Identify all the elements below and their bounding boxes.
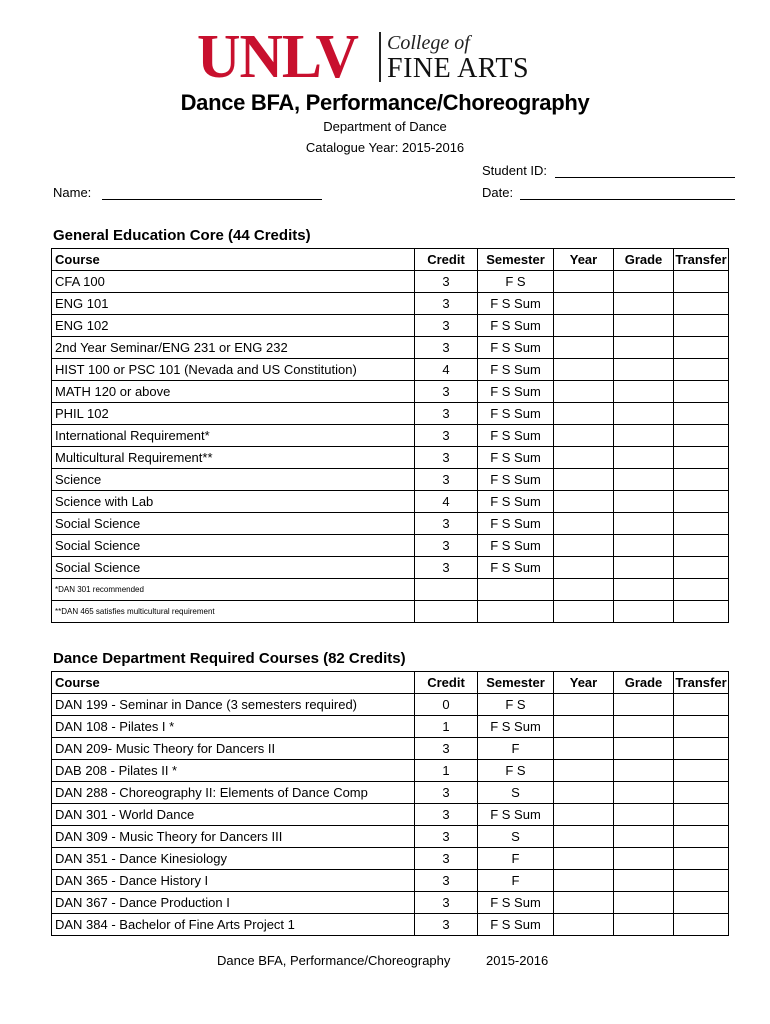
course-cell: DAN 351 - Dance Kinesiology [52, 848, 415, 870]
credit-cell: 3 [415, 293, 478, 315]
footnote-text: *DAN 301 recommended [52, 579, 415, 601]
semester-cell: F S Sum [478, 716, 554, 738]
grade-cell[interactable] [614, 892, 674, 914]
credit-cell: 3 [415, 826, 478, 848]
grade-cell[interactable] [614, 337, 674, 359]
year-cell[interactable] [554, 535, 614, 557]
year-cell[interactable] [554, 826, 614, 848]
transfer-cell[interactable] [674, 491, 729, 513]
grade-cell[interactable] [614, 738, 674, 760]
table-row [52, 892, 729, 914]
course-cell: DAN 209- Music Theory for Dancers II [52, 738, 415, 760]
credit-cell: 3 [415, 738, 478, 760]
name-field[interactable] [102, 199, 322, 200]
table-row [52, 826, 729, 848]
course-cell: DAN 309 - Music Theory for Dancers III [52, 826, 415, 848]
credit-cell: 3 [415, 271, 478, 293]
gen-ed-table [51, 248, 729, 623]
course-cell: Science with Lab [52, 491, 415, 513]
course-cell: DAN 365 - Dance History I [52, 870, 415, 892]
semester-cell: F [478, 738, 554, 760]
semester-cell: F S Sum [478, 403, 554, 425]
semester-cell: F S [478, 694, 554, 716]
grade-cell[interactable] [614, 601, 674, 623]
table-row [52, 271, 729, 293]
department-name: Department of Dance [323, 119, 447, 134]
grade-cell[interactable] [614, 782, 674, 804]
transfer-cell[interactable] [674, 315, 729, 337]
course-cell: PHIL 102 [52, 403, 415, 425]
course-cell: ENG 101 [52, 293, 415, 315]
credit-cell: 3 [415, 381, 478, 403]
credit-cell: 4 [415, 491, 478, 513]
table-row [52, 535, 729, 557]
table-row [52, 694, 729, 716]
course-cell: DAN 384 - Bachelor of Fine Arts Project 1 [52, 914, 415, 936]
transfer-cell[interactable] [674, 293, 729, 315]
year-cell[interactable] [554, 892, 614, 914]
dance-req-heading: Dance Department Required Courses (82 Credits) [53, 650, 406, 667]
semester-cell: F S Sum [478, 315, 554, 337]
table-row [52, 513, 729, 535]
transfer-cell[interactable] [674, 738, 729, 760]
grade-cell[interactable] [614, 469, 674, 491]
table-row [52, 293, 729, 315]
year-cell[interactable] [554, 782, 614, 804]
gen-ed-heading: General Education Core (44 Credits) [53, 227, 311, 244]
semester-cell: F S Sum [478, 804, 554, 826]
credit-cell: 3 [415, 447, 478, 469]
catalogue-year: Catalogue Year: 2015-2016 [305, 140, 465, 155]
grade-cell[interactable] [614, 914, 674, 936]
course-cell: Social Science [52, 513, 415, 535]
credit-cell: 1 [415, 760, 478, 782]
grade-cell[interactable] [614, 403, 674, 425]
year-cell[interactable] [554, 848, 614, 870]
credit-cell: 3 [415, 804, 478, 826]
transfer-cell[interactable] [674, 447, 729, 469]
grade-column-header: Grade [614, 672, 674, 694]
semester-cell: F S Sum [478, 469, 554, 491]
credit-cell: 3 [415, 469, 478, 491]
transfer-cell[interactable] [674, 359, 729, 381]
transfer-cell[interactable] [674, 716, 729, 738]
college-of-text: College of [387, 32, 470, 54]
credit-cell: 3 [415, 513, 478, 535]
transfer-cell[interactable] [674, 760, 729, 782]
year-cell[interactable] [554, 601, 614, 623]
year-cell[interactable] [554, 271, 614, 293]
credit-cell: 3 [415, 403, 478, 425]
transfer-column-header: Transfer [674, 672, 729, 694]
course-cell: CFA 100 [52, 271, 415, 293]
transfer-column-header: Transfer [674, 249, 729, 271]
transfer-cell[interactable] [674, 557, 729, 579]
transfer-cell[interactable] [674, 535, 729, 557]
grade-cell[interactable] [614, 804, 674, 826]
transfer-cell[interactable] [674, 271, 729, 293]
name-label: Name: [53, 185, 92, 200]
footnote-text: **DAN 465 satisfies multicultural requirement [52, 601, 415, 623]
table-row [52, 469, 729, 491]
table-row [52, 337, 729, 359]
table-row [52, 760, 729, 782]
grade-cell[interactable] [614, 848, 674, 870]
year-cell[interactable] [554, 403, 614, 425]
course-cell: 2nd Year Seminar/ENG 231 or ENG 232 [52, 337, 415, 359]
course-cell: International Requirement* [52, 425, 415, 447]
year-column-header: Year [554, 249, 614, 271]
table-row [52, 381, 729, 403]
table-row [52, 359, 729, 381]
course-cell: DAN 199 - Seminar in Dance (3 semesters required) [52, 694, 415, 716]
year-cell[interactable] [554, 579, 614, 601]
grade-cell[interactable] [614, 271, 674, 293]
semester-cell: F S Sum [478, 513, 554, 535]
semester-cell: F [478, 848, 554, 870]
table-row [52, 403, 729, 425]
year-cell[interactable] [554, 870, 614, 892]
year-cell[interactable] [554, 359, 614, 381]
transfer-cell[interactable] [674, 601, 729, 623]
semester-cell: F S Sum [478, 359, 554, 381]
semester-column-header: Semester [478, 249, 554, 271]
course-cell: DAN 367 - Dance Production I [52, 892, 415, 914]
year-cell[interactable] [554, 337, 614, 359]
grade-cell[interactable] [614, 425, 674, 447]
course-cell: Social Science [52, 535, 415, 557]
college-logo [197, 23, 557, 91]
credit-cell: 1 [415, 716, 478, 738]
table-row [52, 716, 729, 738]
year-cell[interactable] [554, 513, 614, 535]
year-cell[interactable] [554, 914, 614, 936]
year-cell[interactable] [554, 425, 614, 447]
semester-cell: F S Sum [478, 557, 554, 579]
credit-column-header: Credit [415, 249, 478, 271]
transfer-cell[interactable] [674, 579, 729, 601]
course-cell: DAN 301 - World Dance [52, 804, 415, 826]
table-row [52, 914, 729, 936]
year-cell[interactable] [554, 381, 614, 403]
semester-cell: F S Sum [478, 535, 554, 557]
grade-cell[interactable] [614, 826, 674, 848]
transfer-cell[interactable] [674, 425, 729, 447]
dance-req-table [51, 671, 729, 936]
credit-cell: 0 [415, 694, 478, 716]
transfer-cell[interactable] [674, 513, 729, 535]
semester-cell: F S Sum [478, 892, 554, 914]
transfer-cell[interactable] [674, 469, 729, 491]
grade-cell[interactable] [614, 579, 674, 601]
date-label: Date: [482, 185, 514, 200]
page-title: Dance BFA, Performance/Choreography [180, 90, 590, 115]
transfer-cell[interactable] [674, 804, 729, 826]
semester-cell: F S Sum [478, 447, 554, 469]
year-cell[interactable] [554, 716, 614, 738]
year-cell[interactable] [554, 557, 614, 579]
grade-cell[interactable] [614, 760, 674, 782]
semester-cell: F S Sum [478, 337, 554, 359]
grade-cell[interactable] [614, 381, 674, 403]
grade-cell[interactable] [614, 293, 674, 315]
transfer-cell[interactable] [674, 403, 729, 425]
note-row [52, 601, 729, 623]
footer-program: Dance BFA, Performance/Choreography [217, 953, 451, 968]
transfer-cell[interactable] [674, 826, 729, 848]
course-cell: MATH 120 or above [52, 381, 415, 403]
logo-divider [379, 32, 381, 82]
table-row [52, 425, 729, 447]
transfer-cell[interactable] [674, 694, 729, 716]
semester-cell: F [478, 870, 554, 892]
table-header-row [52, 249, 729, 271]
year-cell[interactable] [554, 694, 614, 716]
table-row [52, 738, 729, 760]
credit-cell [415, 579, 478, 601]
grade-cell[interactable] [614, 535, 674, 557]
table-header-row [52, 672, 729, 694]
transfer-cell[interactable] [674, 914, 729, 936]
semester-cell: F S Sum [478, 381, 554, 403]
credit-cell: 4 [415, 359, 478, 381]
table-row [52, 848, 729, 870]
course-column-header: Course [52, 672, 415, 694]
credit-cell: 3 [415, 337, 478, 359]
semester-cell: S [478, 782, 554, 804]
transfer-cell[interactable] [674, 337, 729, 359]
year-cell[interactable] [554, 293, 614, 315]
table-row [52, 870, 729, 892]
course-cell: Multicultural Requirement** [52, 447, 415, 469]
transfer-cell[interactable] [674, 870, 729, 892]
unlv-wordmark: UNLV [197, 23, 359, 91]
credit-cell: 3 [415, 425, 478, 447]
semester-cell [478, 579, 554, 601]
grade-cell[interactable] [614, 870, 674, 892]
credit-cell: 3 [415, 914, 478, 936]
grade-cell[interactable] [614, 716, 674, 738]
transfer-cell[interactable] [674, 381, 729, 403]
date-field[interactable] [520, 199, 735, 200]
year-cell[interactable] [554, 738, 614, 760]
semester-cell [478, 601, 554, 623]
table-row [52, 491, 729, 513]
credit-cell: 3 [415, 535, 478, 557]
course-cell: Social Science [52, 557, 415, 579]
grade-cell[interactable] [614, 491, 674, 513]
transfer-cell[interactable] [674, 892, 729, 914]
transfer-cell[interactable] [674, 782, 729, 804]
table-row [52, 557, 729, 579]
year-cell[interactable] [554, 447, 614, 469]
grade-cell[interactable] [614, 359, 674, 381]
course-cell: Science [52, 469, 415, 491]
table-row [52, 782, 729, 804]
credit-cell: 3 [415, 557, 478, 579]
table-row [52, 804, 729, 826]
credit-cell: 3 [415, 315, 478, 337]
credit-column-header: Credit [415, 672, 478, 694]
year-cell[interactable] [554, 491, 614, 513]
grade-cell[interactable] [614, 557, 674, 579]
course-column-header: Course [52, 249, 415, 271]
year-cell[interactable] [554, 315, 614, 337]
semester-cell: F S Sum [478, 491, 554, 513]
credit-cell: 3 [415, 782, 478, 804]
table-row [52, 315, 729, 337]
semester-cell: F S Sum [478, 293, 554, 315]
note-row [52, 579, 729, 601]
student-id-field[interactable] [555, 177, 735, 178]
course-cell: DAN 288 - Choreography II: Elements of Dance Comp [52, 782, 415, 804]
semester-cell: F S [478, 271, 554, 293]
grade-cell[interactable] [614, 447, 674, 469]
credit-cell: 3 [415, 848, 478, 870]
semester-cell: S [478, 826, 554, 848]
year-cell[interactable] [554, 469, 614, 491]
course-cell: DAB 208 - Pilates II * [52, 760, 415, 782]
footer-year: 2015-2016 [486, 953, 549, 968]
semester-cell: F S Sum [478, 914, 554, 936]
grade-cell[interactable] [614, 513, 674, 535]
course-cell: ENG 102 [52, 315, 415, 337]
semester-cell: F S [478, 760, 554, 782]
course-cell: HIST 100 or PSC 101 (Nevada and US Constitution) [52, 359, 415, 381]
credit-cell: 3 [415, 870, 478, 892]
student-id-label: Student ID: [482, 163, 548, 178]
fine-arts-text: FINE ARTS [387, 53, 530, 84]
grade-cell[interactable] [614, 694, 674, 716]
grade-cell[interactable] [614, 315, 674, 337]
credit-cell: 3 [415, 892, 478, 914]
grade-column-header: Grade [614, 249, 674, 271]
credit-cell [415, 601, 478, 623]
year-column-header: Year [554, 672, 614, 694]
year-cell[interactable] [554, 804, 614, 826]
year-cell[interactable] [554, 760, 614, 782]
semester-cell: F S Sum [478, 425, 554, 447]
table-row [52, 447, 729, 469]
course-cell: DAN 108 - Pilates I * [52, 716, 415, 738]
transfer-cell[interactable] [674, 848, 729, 870]
semester-column-header: Semester [478, 672, 554, 694]
